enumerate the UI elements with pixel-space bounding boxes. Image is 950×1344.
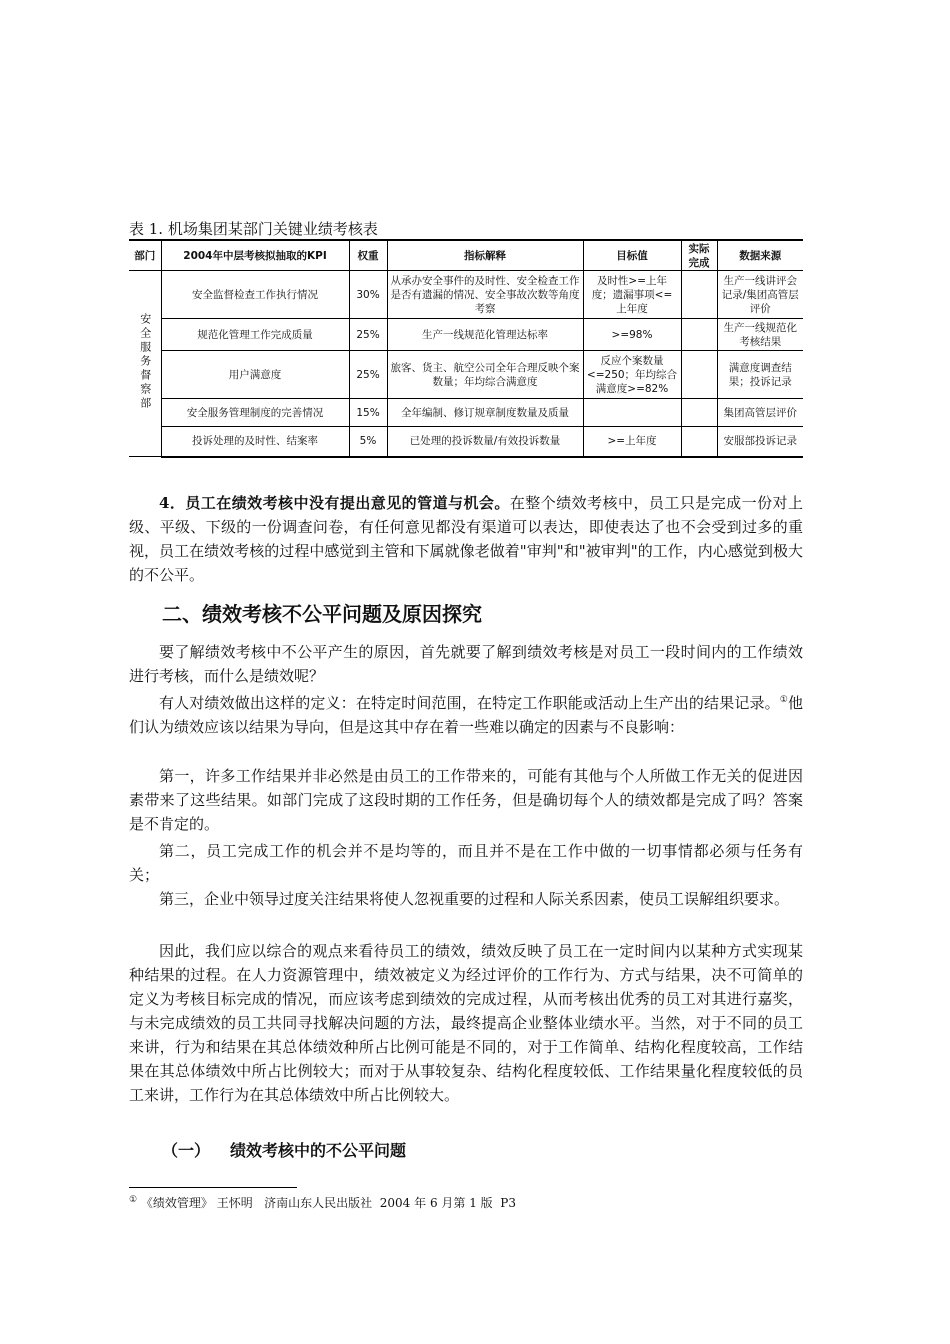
section-4-body: 在整个绩效考核中，员工只是完成一份对上级、平级、下级的一份调查问卷，有任何意见都没有渠道可以表达，即使表达了也不会受到过多的重视，员工在绩效考核的过程中感觉到主管和下属就像老做着"审判"和"被审判"的工作，内心感觉到极大的不公平。 <box>129 494 803 584</box>
header-target: 目标值 <box>583 240 681 271</box>
actual-cell <box>681 319 717 351</box>
actual-cell <box>681 427 717 457</box>
table-row <box>129 351 803 399</box>
subsection-heading: （一） 绩效考核中的不公平问题 <box>162 1141 407 1160</box>
footnote: ① 《绩效管理》 王怀明 济南山东人民出版社 2004 年 6 月第 1 版 P3 <box>129 1195 517 1210</box>
source-cell: 满意度调查结果；投诉记录 <box>717 351 803 399</box>
source-cell: 集团高管层评价 <box>717 399 803 427</box>
actual-cell <box>681 399 717 427</box>
paragraph-3: 第一，许多工作结果并非必然是由员工的工作带来的，可能有其他与个人所做工作无关的促进因素带来了这些结果。如部门完成了这段时期的工作任务，但是确切每个人的绩效都是完成了吗？答案是不肯定的。 <box>129 767 803 833</box>
table-row <box>129 319 803 351</box>
target-cell: >=98% <box>583 319 681 351</box>
explain-cell: 从承办安全事件的及时性、安全检查工作是否有遗漏的情况、安全事故次数等角度考察 <box>387 271 583 319</box>
paragraph-6: 因此，我们应以综合的观点来看待员工的绩效，绩效反映了员工在一定时间内以某种方式实现某种结果的过程。在人力资源管理中，绩效被定义为经过评价的工作行为、方式与结果，决不可简单的定义为考核目标完成的情况，而应该考虑到绩效的完成过程，从而考核出优秀的员工对其进行嘉奖，与未完成绩效的员工共同寻找解决问题的方法，最终提高企业整体业绩水平。当然，对于不同的员工来讲，行为和结果在其总体绩效种所占比例可能是不同的，对于工作简单、结构化程度较高，工作结果在其总体绩效中所占比例较大；而对于从事较复杂、结构化程度较低、工作结果量化程度较低的员工来讲，工作行为在其总体绩效中所占比例较大。 <box>129 942 803 1104</box>
section-heading: 二、绩效考核不公平问题及原因探究 <box>162 602 482 626</box>
header-explain: 指标解释 <box>387 240 583 271</box>
weight-cell: 5% <box>349 427 387 457</box>
target-cell <box>583 399 681 427</box>
department-cell: 安全服务督察部 <box>129 271 161 457</box>
source-cell: 安服部投诉记录 <box>717 427 803 457</box>
source-cell: 生产一线讲评会记录/集团高管层评价 <box>717 271 803 319</box>
header-actual: 实际完成 <box>681 240 717 271</box>
header-source: 数据来源 <box>717 240 803 271</box>
paragraph-2: 有人对绩效做出这样的定义：在特定时间范围，在特定工作职能或活动上生产出的结果记录。①他们认为绩效应该以结果为导向，但是这其中存在着一些难以确定的因素与不良影响： <box>129 694 803 736</box>
table-row <box>129 427 803 457</box>
kpi-cell: 安全监督检查工作执行情况 <box>161 271 349 319</box>
weight-cell: 25% <box>349 351 387 399</box>
kpi-cell: 安全服务管理制度的完善情况 <box>161 399 349 427</box>
table-caption: 表 1. 机场集团某部门关键业绩考核表 <box>129 220 378 238</box>
header-kpi: 2004年中层考核拟抽取的KPI <box>161 240 349 271</box>
header-dept: 部门 <box>129 240 161 271</box>
footnote-ref: ① <box>779 695 788 705</box>
header-weight: 权重 <box>349 240 387 271</box>
table-row <box>129 271 803 319</box>
explain-cell: 生产一线规范化管理达标率 <box>387 319 583 351</box>
actual-cell <box>681 351 717 399</box>
table-header-row <box>129 240 803 271</box>
paragraph-4: 第二，员工完成工作的机会并不是均等的，而且并不是在工作中做的一切事情都必须与任务有关； <box>129 842 803 884</box>
explain-cell: 已处理的投诉数量/有效投诉数量 <box>387 427 583 457</box>
paragraph-1: 要了解绩效考核中不公平产生的原因，首先就要了解到绩效考核是对员工一段时间内的工作绩效进行考核，而什么是绩效呢？ <box>129 643 803 685</box>
section-4-paragraph <box>129 491 803 587</box>
weight-cell: 25% <box>349 319 387 351</box>
source-cell: 生产一线规范化考核结果 <box>717 319 803 351</box>
kpi-cell: 用户满意度 <box>161 351 349 399</box>
paragraph-5: 第三，企业中领导过度关注结果将使人忽视重要的过程和人际关系因素，使员工误解组织要求。 <box>159 890 790 908</box>
weight-cell: 15% <box>349 399 387 427</box>
weight-cell: 30% <box>349 271 387 319</box>
explain-cell: 旅客、货主、航空公司全年合理反映个案数量；年均综合满意度 <box>387 351 583 399</box>
actual-cell <box>681 271 717 319</box>
target-cell: 及时性>=上年度；遗漏事项<=上年度 <box>583 271 681 319</box>
target-cell: 反应个案数量<=250；年均综合满意度>=82% <box>583 351 681 399</box>
table-row <box>129 399 803 427</box>
section-4-lead: 4．员工在绩效考核中没有提出意见的管道与机会。 <box>159 494 510 512</box>
explain-cell: 全年编制、修订规章制度数量及质量 <box>387 399 583 427</box>
footnote-divider <box>129 1187 297 1188</box>
kpi-cell: 规范化管理工作完成质量 <box>161 319 349 351</box>
kpi-table <box>129 239 803 458</box>
kpi-cell: 投诉处理的及时性、结案率 <box>161 427 349 457</box>
target-cell: >=上年度 <box>583 427 681 457</box>
